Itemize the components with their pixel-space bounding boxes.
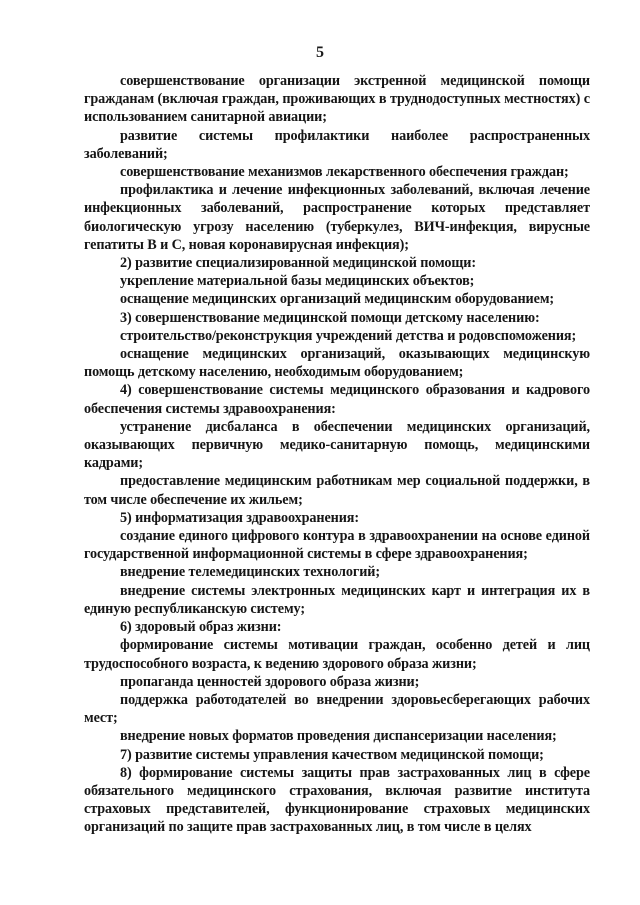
paragraph: совершенствование организации экстренной медицинской помощи гражданам (включая граждан, проживающих в труднодоступных местностях) с использованием санитарной авиации; [84,73,590,126]
paragraph: создание единого цифрового контура в здравоохранении на основе единой государственной информационной системы в сфере здравоохранения; [84,528,590,563]
paragraph: пропаганда ценностей здорового образа жизни; [120,673,420,690]
section-heading: 2) развитие специализированной медицинской помощи: [120,255,476,272]
paragraph: внедрение системы электронных медицинских карт и интеграция их в единую республиканскую систему; [84,582,590,617]
section-heading: 4) совершенствование системы медицинского образования и кадрового обеспечения системы здравоохранения: [84,382,590,417]
paragraph: внедрение телемедицинских технологий; [120,564,380,581]
paragraph: оснащение медицинских организаций, оказывающих медицинскую помощь детскому населению, необходимым оборудованием; [84,346,590,381]
paragraph: поддержка работодателей во внедрении здоровьесберегающих рабочих мест; [84,691,590,727]
paragraph: профилактика и лечение инфекционных заболеваний, включая лечение инфекционных заболеваний, распространение которых представляет биологическую угрозу населению (туберкулез, ВИЧ-инфекция, вирусные гепатиты В и С, новая коронавирусная инфекция); [84,182,590,253]
section-heading: 3) совершенствование медицинской помощи детскому населению: [120,309,540,326]
paragraph: предоставление медицинским работникам мер социальной поддержки, в том числе обеспечение их жильем; [84,473,590,508]
section-heading: 7) развитие системы управления качеством медицинской помощи; [120,746,544,763]
section-heading: 5) информатизация здравоохранения: [120,509,360,526]
paragraph: оснащение медицинских организаций медицинским оборудованием; [120,291,555,308]
section-heading: 8) формирование системы защиты прав застрахованных лиц в сфере обязательного медицинского страхования, включая развитие института страховых представителей, функционирование страховых медицинских организаций по защите прав застрахованных лиц, в том числе в целях [84,764,590,836]
paragraph: строительство/реконструкция учреждений детства и родовспоможения; [120,327,577,344]
paragraph: укрепление материальной базы медицинских объектов; [120,273,475,290]
page-number: 5 [316,44,324,61]
document-body [84,72,590,837]
paragraph: устранение дисбаланса в обеспечении медицинских организаций, оказывающих первичную медико-санитарную помощь, медицинскими кадрами; [84,418,590,472]
paragraph: внедрение новых форматов проведения диспансеризации населения; [120,728,557,745]
paragraph: формирование системы мотивации граждан, особенно детей и лиц трудоспособного возраста, к ведению здорового образа жизни; [84,637,590,672]
section-heading: 6) здоровый образ жизни: [120,619,282,636]
paragraph: развитие системы профилактики наиболее распространенных заболеваний; [84,127,590,162]
paragraph: совершенствование механизмов лекарственного обеспечения граждан; [120,164,569,181]
